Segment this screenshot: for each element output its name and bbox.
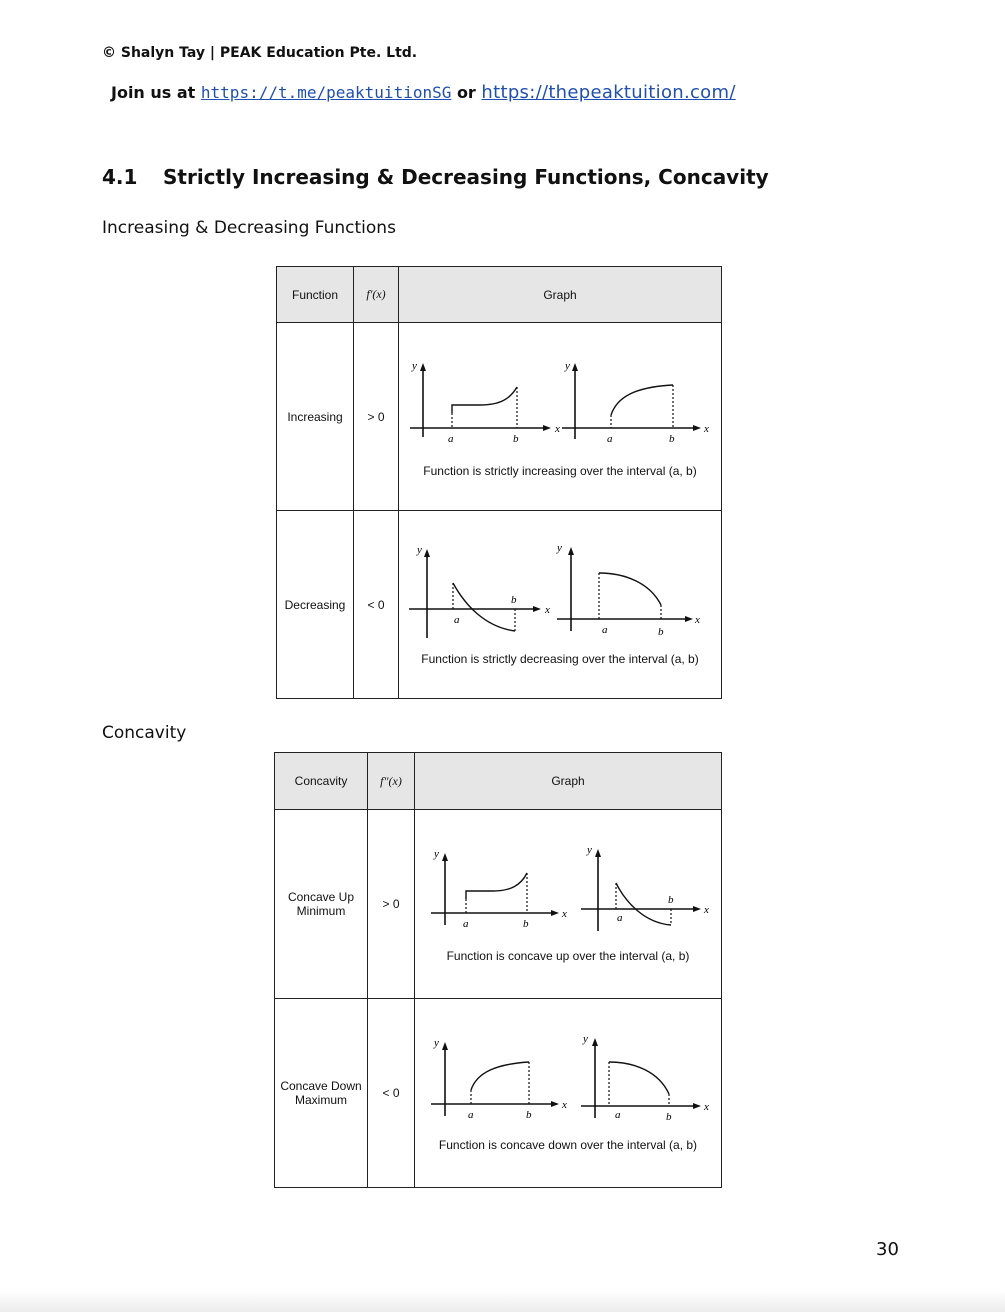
join-or: or bbox=[456, 83, 476, 102]
graph-cell bbox=[399, 511, 722, 699]
copyright-line: © Shalyn Tay | PEAK Education Pte. Ltd. bbox=[102, 45, 418, 61]
b-label: b bbox=[668, 894, 674, 906]
graph-cell bbox=[415, 999, 722, 1188]
x-axis-label: x bbox=[555, 423, 560, 435]
b-label: b bbox=[513, 433, 519, 445]
a-label: a bbox=[448, 433, 454, 445]
y-axis-label: y bbox=[412, 360, 417, 372]
page-number: 30 bbox=[876, 1239, 899, 1260]
row-label bbox=[275, 999, 368, 1188]
y-axis-label: y bbox=[587, 845, 592, 856]
y-axis-label: y bbox=[417, 544, 422, 556]
b-label: b bbox=[523, 918, 529, 930]
b-label: b bbox=[511, 594, 517, 606]
a-label: a bbox=[602, 624, 608, 636]
concavity-table bbox=[274, 752, 722, 1188]
row-sign: > 0 bbox=[354, 323, 399, 511]
y-axis-label: y bbox=[434, 1037, 439, 1049]
x-axis-label: x bbox=[704, 1101, 709, 1113]
monotonic-heading: Increasing & Decreasing Functions bbox=[102, 218, 396, 238]
b-label: b bbox=[526, 1109, 532, 1121]
graph-caption: Function is concave up over the interval (a, b) bbox=[446, 949, 690, 963]
row-label-line2: Minimum bbox=[296, 904, 346, 918]
concavity-heading: Concavity bbox=[102, 723, 187, 743]
table-row bbox=[277, 323, 722, 511]
x-axis-label: x bbox=[704, 904, 709, 916]
website-link[interactable]: https://thepeaktuition.com/ bbox=[481, 82, 736, 103]
a-label: a bbox=[615, 1109, 621, 1121]
row-label-line1: Concave Down bbox=[280, 1079, 362, 1093]
col-graph-header: Graph bbox=[415, 753, 722, 810]
row-label: Decreasing bbox=[277, 511, 354, 699]
graph-caption: Function is strictly decreasing over the interval (a, b) bbox=[421, 652, 699, 666]
table-row bbox=[277, 511, 722, 699]
col-concavity-header: Concavity bbox=[275, 753, 368, 810]
graph-caption: Function is strictly increasing over the interval (a, b) bbox=[423, 464, 697, 478]
table-row bbox=[275, 810, 722, 999]
a-label: a bbox=[468, 1109, 474, 1121]
concave-up-graphs bbox=[423, 845, 713, 945]
row-label bbox=[275, 810, 368, 999]
col-derivative-header: f″(x) bbox=[368, 753, 415, 810]
a-label: a bbox=[617, 912, 623, 924]
x-axis-label: x bbox=[562, 1099, 567, 1111]
concave-down-graphs bbox=[423, 1034, 713, 1134]
graph-cell bbox=[415, 810, 722, 999]
row-sign: > 0 bbox=[368, 810, 415, 999]
a-label: a bbox=[607, 433, 613, 445]
a-label: a bbox=[454, 614, 460, 626]
y-axis-label: y bbox=[557, 543, 562, 554]
page-bottom-shade bbox=[0, 1290, 1005, 1312]
row-label: Increasing bbox=[277, 323, 354, 511]
x-axis-label: x bbox=[695, 614, 700, 626]
row-label-line1: Concave Up bbox=[287, 890, 355, 904]
table-row bbox=[275, 999, 722, 1188]
row-label-line2: Maximum bbox=[294, 1093, 347, 1107]
graph-cell bbox=[399, 323, 722, 511]
monotonic-table bbox=[276, 266, 722, 699]
section-title: Strictly Increasing & Decreasing Functions, Concavity bbox=[163, 165, 769, 189]
telegram-link[interactable]: https://t.me/peaktuitionSG bbox=[200, 83, 452, 102]
x-axis-label: x bbox=[545, 604, 550, 616]
row-sign: < 0 bbox=[368, 999, 415, 1188]
a-label: a bbox=[463, 918, 469, 930]
y-axis-label: y bbox=[434, 848, 439, 860]
join-line bbox=[111, 82, 736, 103]
join-prefix: Join us at bbox=[111, 83, 196, 102]
decreasing-graphs bbox=[405, 543, 715, 648]
b-label: b bbox=[666, 1111, 672, 1123]
col-function-header: Function bbox=[277, 267, 354, 323]
b-label: b bbox=[658, 626, 664, 638]
col-derivative-header: f′(x) bbox=[354, 267, 399, 323]
y-axis-label: y bbox=[565, 360, 570, 372]
col-graph-header: Graph bbox=[399, 267, 722, 323]
section-number: 4.1 bbox=[102, 165, 138, 189]
row-sign: < 0 bbox=[354, 511, 399, 699]
increasing-graphs bbox=[405, 355, 715, 460]
x-axis-label: x bbox=[562, 908, 567, 920]
y-axis-label: y bbox=[583, 1034, 588, 1045]
b-label: b bbox=[669, 433, 675, 445]
x-axis-label: x bbox=[704, 423, 709, 435]
graph-caption: Function is concave down over the interval (a, b) bbox=[438, 1138, 698, 1152]
